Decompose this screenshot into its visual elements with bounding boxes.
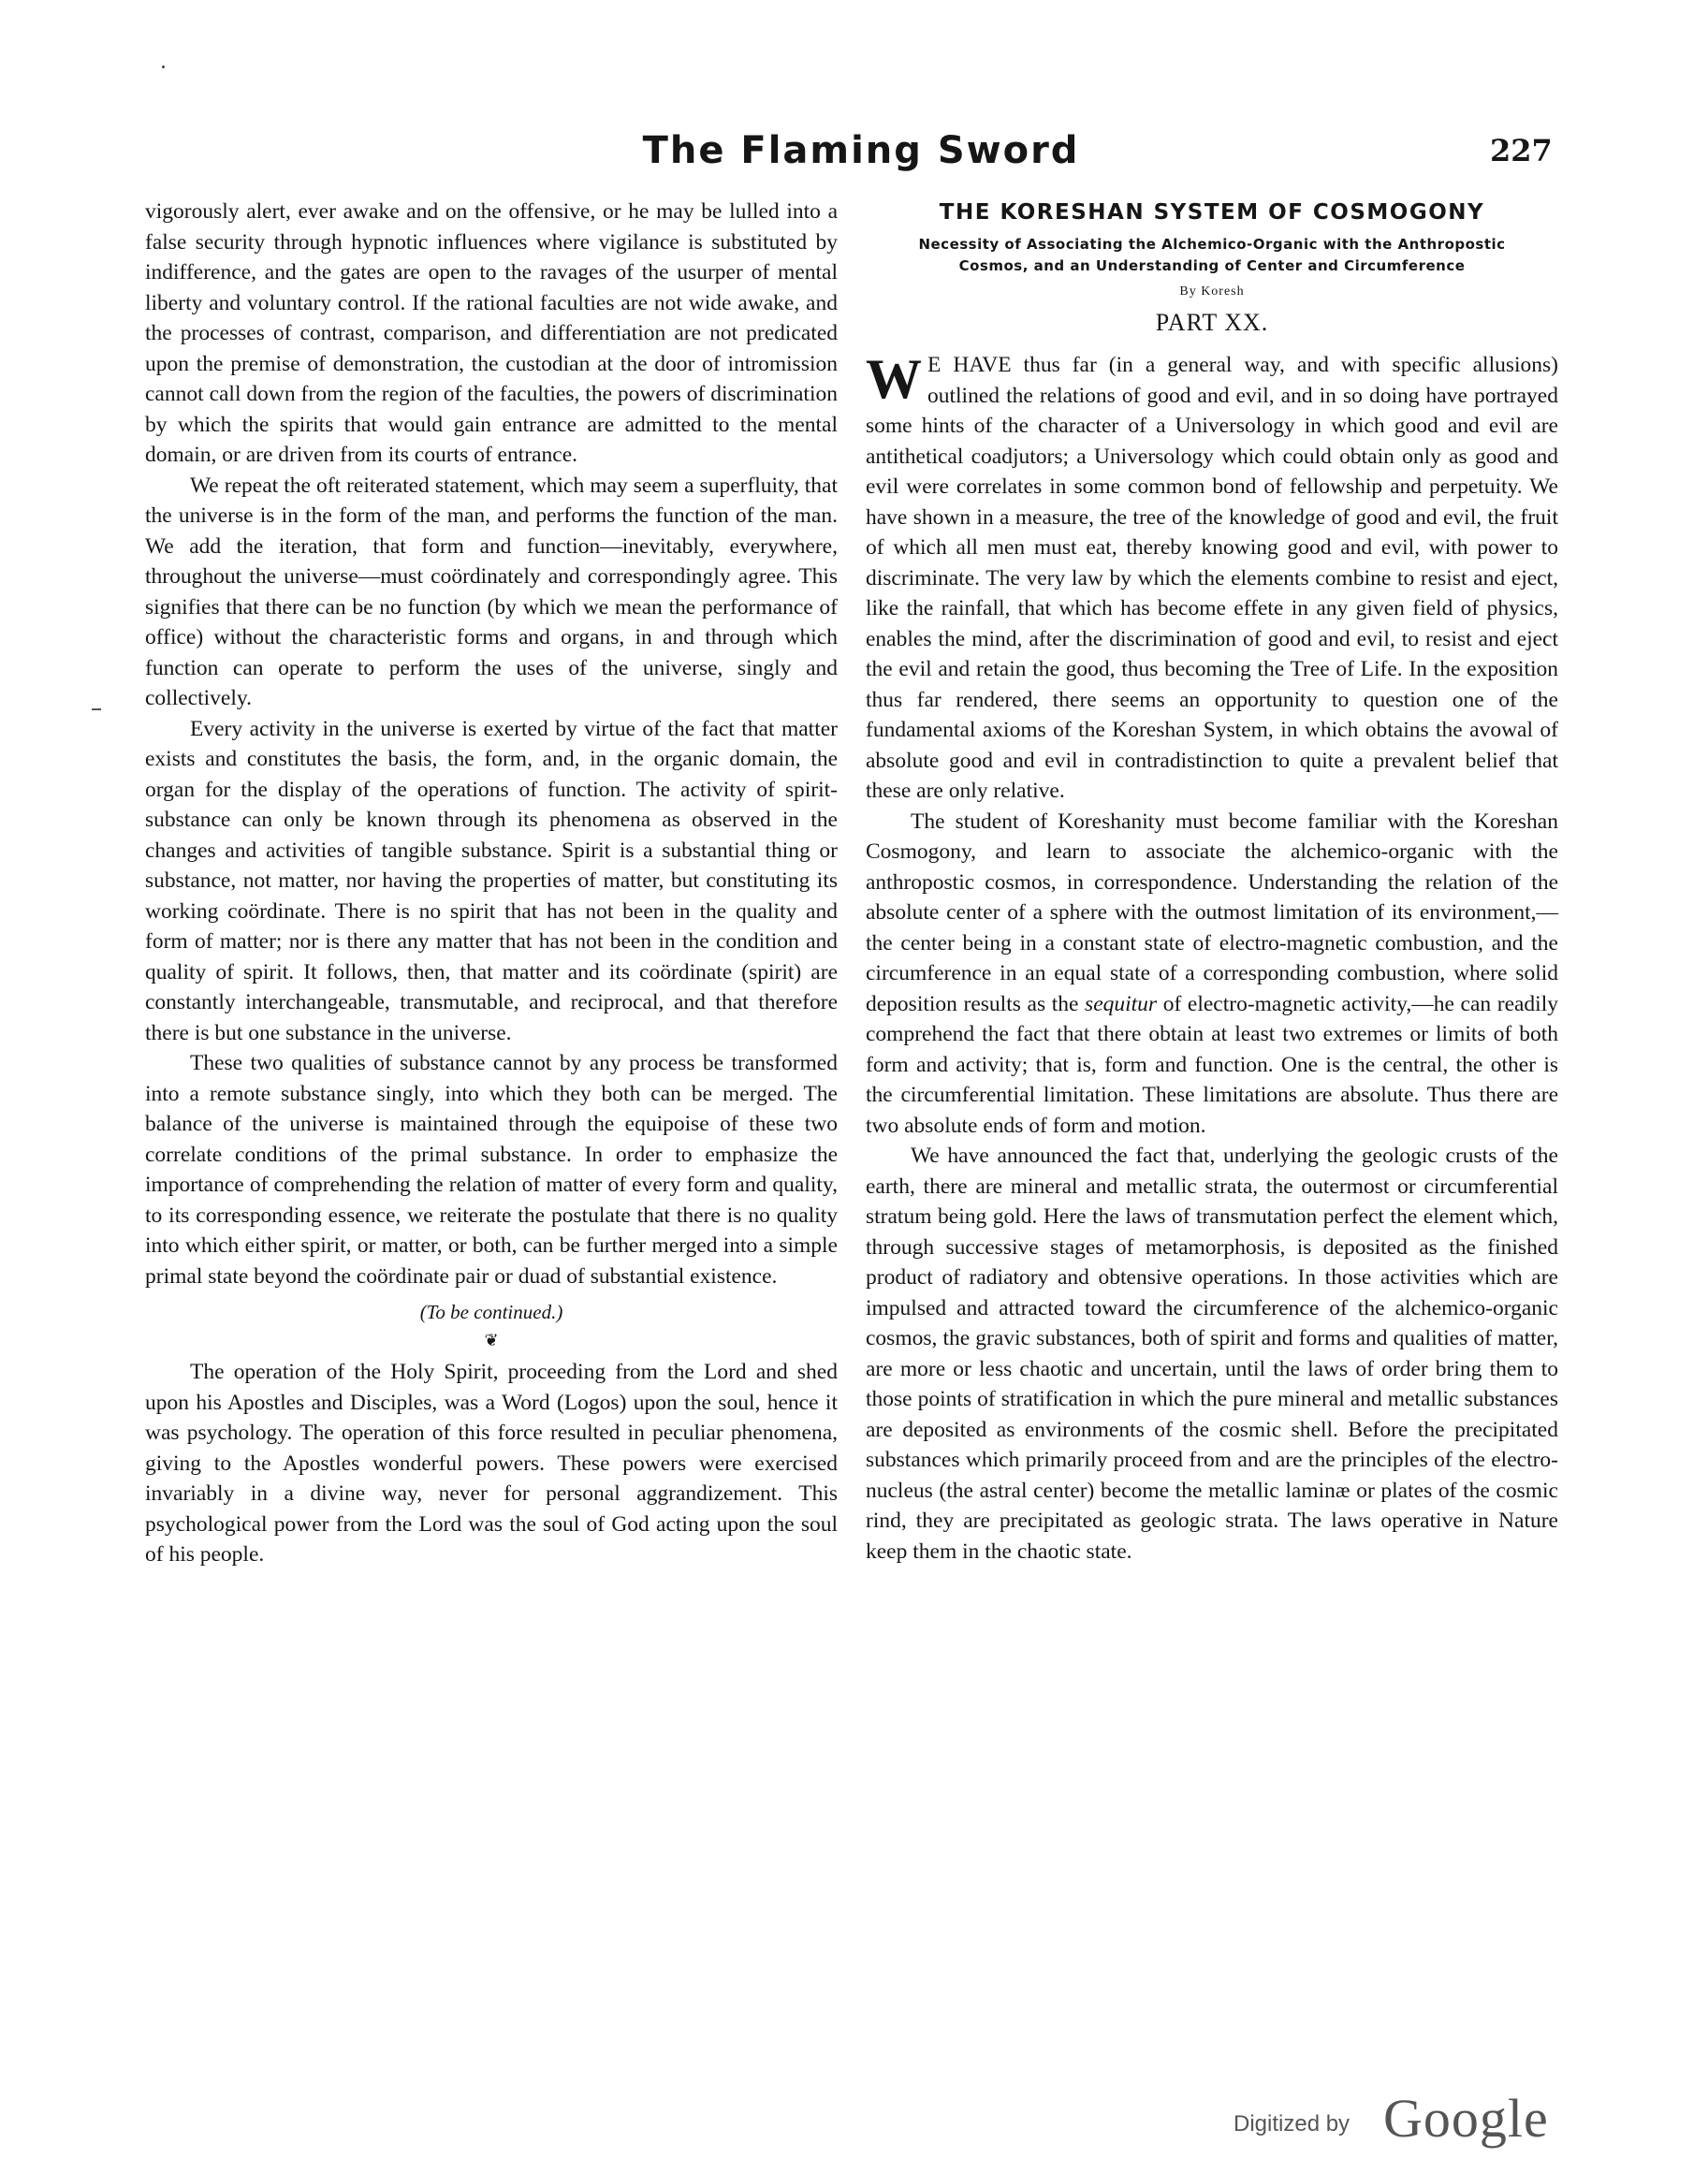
continued-note: (To be continued.) bbox=[419, 1301, 563, 1323]
paragraph-2-text-a: The student of Koreshanity must become familiar with the Koreshan Cosmogony, and learn to associate the alchemico-organic with the anthropostic cosmos, in correspondence. Understanding the relation of the absolute center of a sphere with the outmost limitation of its environment,—the center being in a constant state of electro-magnetic combustion, and the circumference in an equal state of a corresponding combustion, where solid deposition results as the bbox=[866, 809, 1558, 1016]
page-number: 227 bbox=[1490, 133, 1553, 168]
running-head bbox=[0, 129, 1708, 185]
byline: By Koresh bbox=[1179, 284, 1245, 299]
digitized-watermark bbox=[1234, 2089, 1570, 2154]
left-paragraph-4: These two qualities of substance cannot by any process be transformed into a remote substance singly, into which they both can be merged. The balance of the universe is maintained through the equipoise of these two correlate conditions of the primal substance. In order to emphasize the importance of comprehending the relation of matter of every form and quality, to its corresponding essence, we reiterate the postulate that there is no quality into which either spirit, or matter, or both, can be further merged into a simple primal state beyond the coördinate pair or duad of substantial existence. bbox=[145, 1051, 838, 1289]
left-paragraph-1: vigorously alert, ever awake and on the offensive, or he may be lulled into a false security through hypnotic influences where vigilance is substituted by indifference, and the gates are open to the ravages of the usurper of mental liberty and voluntary control. If the rational faculties are not wide awake, and the processes of contrast, comparison, and differentiation are not predicated upon the premise of demonstration, the custodian at the door of intromission cannot call down from the region of the faculties, the powers of discrimination by which the spirits that would gain entrance are admitted to the mental domain, or are driven from its courts of entrance. bbox=[145, 199, 838, 467]
drop-cap: W bbox=[866, 348, 922, 410]
article-title: THE KORESHAN SYSTEM OF COSMOGONY bbox=[939, 200, 1485, 225]
watermark-text: Digitized by bbox=[1234, 2111, 1350, 2137]
right-paragraph-1 bbox=[866, 350, 1558, 807]
right-paragraph-3: We have announced the fact that, underlying the geologic crusts of the earth, there are mineral and metallic strata, the outermost or circumferential stratum being gold. Here the laws of transmutation perfect the element which, through successive stages of metamorphosis, is deposited as the finished product of radiatory and obtensive operations. In those activities which are impulsed and attracted toward the circumference of the alchemico-organic cosmos, the gravic substances, both of spirit and forms and qualities of matter, are more or less chaotic and uncertain, until the laws of order bring them to those points of stratification in which the pure mineral and metallic substances are deposited as environments of the cosmic shell. Before the precipitated substances which primarily proceed from and are the principles of the electro-nucleus (the astral center) become the metallic laminæ or plates of the cosmic rind, they are precipitated as geologic strata. The laws operative in Nature keep them in the chaotic state. bbox=[866, 1144, 1558, 1564]
stray-mark bbox=[162, 66, 165, 68]
article-subtitle: Necessity of Associating the Alchemico-Organic with the Anthropostic Cosmos, and an Understanding of Center and Circumference bbox=[918, 236, 1506, 274]
left-column bbox=[145, 197, 838, 1570]
paragraph-2-text-b: of electro-magnetic activity,—he can readily comprehend the fact that there obtain at least two extremes or limits of both form and activity; that is, form and function. One is the central, the other is the circumferential limitation. These limitations are absolute. Thus there are two absolute ends of form and motion. bbox=[866, 991, 1558, 1138]
left-paragraph-2: We repeat the oft reiterated statement, which may seem a superfluity, that the universe is in the form of the man, and performs the function of the man. We add the iteration, that form and function—inevitably, everywhere, throughout the universe—must coördinately and correspondingly agree. This signifies that there can be no function (by which we mean the performance of office) without the characteristic forms and organs, in and through which function can operate to perform the uses of the universe, singly and collectively. bbox=[145, 473, 838, 710]
fleuron-ornament-icon: ❦ bbox=[484, 1331, 499, 1350]
closing-paragraph: The operation of the Holy Spirit, proceeding from the Lord and shed upon his Apostles and Disciples, was a Word (Logos) upon the soul, hence it was psychology. The operation of this force resulted in peculiar phenomena, giving to the Apostles wonderful powers. These powers were exercised invariably in a divine way, never for personal aggrandizement. This psychological power from the Lord was the soul of God acting upon the soul of his people. bbox=[145, 1360, 838, 1567]
running-title: The Flaming Sword bbox=[642, 129, 1080, 172]
part-heading: PART XX. bbox=[1155, 309, 1269, 336]
left-paragraph-3: Every activity in the universe is exerted by virtue of the fact that matter exists and constitutes the basis, the form, and, in the organic domain, the organ for the display of the operations of function. The activity of spirit-substance can only be known through its phenomena as observed in the changes and activities of tangible substance. Spirit is a substantial thing or substance, not matter, nor having the properties of matter, but constituting its working coördinate. There is no spirit that has not been in the quality and form of matter; nor is there any matter that has not been in the condition and quality of spirit. It follows, then, that matter and its coördinate (spirit) are constantly interchangeable, transmutable, and reciprocal, and that therefore there is but one substance in the universe. bbox=[145, 716, 838, 1045]
right-column bbox=[866, 197, 1558, 1567]
right-paragraph-2 bbox=[866, 807, 1558, 1142]
right-paragraph-1-text: E HAVE thus far (in a general way, and with specific allusions) outlined the relations of good and evil, and in so doing have portrayed some hints of the character of a Universology in which good and evil are antithetical coadjutors; a Universology which could obtain only as good and evil were correlates in some common bond of fellowship and perpetuity. We have shown in a measure, the tree of the knowledge of good and evil, the fruit of which all men must eat, thereby knowing good and evil, with power to discriminate. The very law by which the elements combine to resist and eject, like the rainfall, that which has become effete in any given field of physics, enables the mind, after the discrimination of good and evil, to resist and eject the evil and retain the good, thus becoming the Tree of Life. In the exposition thus far rendered, there seems an opportunity to question one of the fundamental axioms of the Koreshan System, in which obtains the avowal of absolute good and evil in contradistinction to quite a prevalent belief that these are only relative. bbox=[866, 353, 1558, 803]
google-logo: Google bbox=[1383, 2088, 1549, 2149]
italic-term: sequitur bbox=[1085, 991, 1158, 1016]
stray-mark bbox=[92, 708, 101, 710]
